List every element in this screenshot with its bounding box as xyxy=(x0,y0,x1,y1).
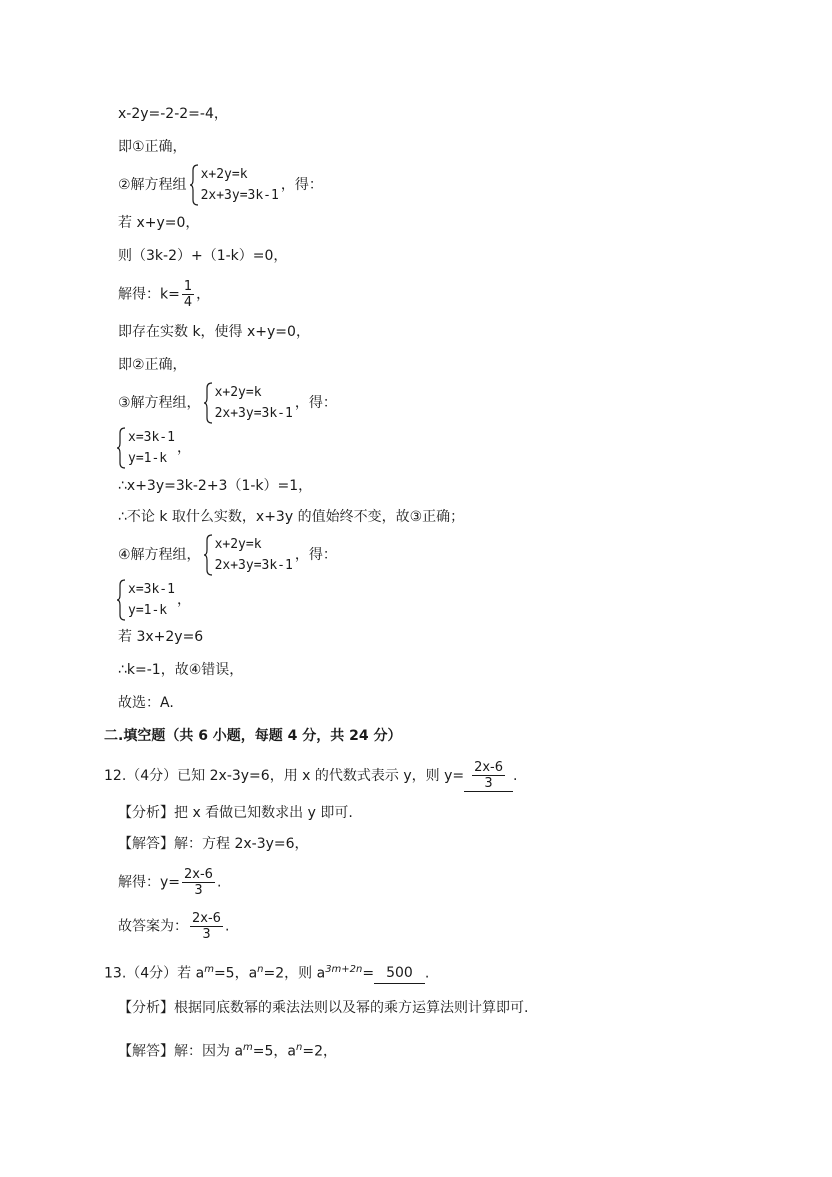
line-invariant xyxy=(118,507,464,527)
text: ，得： xyxy=(280,177,323,193)
text: ④解方程组， xyxy=(118,547,201,563)
text: 【分析】把 x 看做已知数求出 y 即可. xyxy=(118,805,353,821)
text: =2，则 a xyxy=(263,965,326,982)
text: 【解答】解：因为 a xyxy=(118,1043,244,1060)
text: 【解答】解：方程 2x-3y=6， xyxy=(118,836,309,852)
answer-blank xyxy=(464,760,513,792)
q12-answer xyxy=(118,911,229,942)
line-solution-3 xyxy=(114,427,191,469)
exponent: n xyxy=(257,964,264,975)
line-correct-2 xyxy=(118,355,187,375)
text: . xyxy=(224,918,230,935)
text: 二.填空题（共 6 小题，每题 4 分，共 24 分） xyxy=(104,728,402,744)
equation-system xyxy=(189,164,279,206)
left-brace-icon xyxy=(116,579,126,621)
equation-2: 2x+3y=3k-1 xyxy=(214,406,293,421)
fraction-2x-6-over-3 xyxy=(472,760,505,791)
exponent: m xyxy=(204,964,214,975)
text: . xyxy=(513,768,518,784)
equation-1: x+2y=k xyxy=(200,167,248,182)
solution-x: x=3k-1 xyxy=(128,430,175,445)
fraction-denominator: 3 xyxy=(202,927,211,942)
line-solved-k xyxy=(118,279,210,310)
exponent: n xyxy=(296,1042,303,1053)
equation-2: 2x+3y=3k-1 xyxy=(200,188,279,203)
solution-system xyxy=(116,427,175,469)
equation-2: 2x+3y=3k-1 xyxy=(214,558,293,573)
left-brace-icon xyxy=(203,382,213,424)
text: ∴x+3y=3k-2+3（1-k）=1， xyxy=(118,478,313,494)
fraction-numerator: 2x-6 xyxy=(192,911,221,926)
section-heading-fill-blank xyxy=(104,726,402,746)
text: 若 x+y=0， xyxy=(118,215,200,231)
solution-y: y=1-k xyxy=(128,603,168,618)
text: 若 3x+2y=6 xyxy=(118,629,204,645)
text: 即①正确， xyxy=(118,139,187,155)
fraction-2x-6-over-3 xyxy=(182,867,215,898)
text: 解得：y= xyxy=(118,874,181,891)
text: ③解方程组， xyxy=(118,395,201,411)
solution-x: x=3k-1 xyxy=(128,582,175,597)
answer-blank: 500 xyxy=(374,963,425,984)
q13-solution xyxy=(118,1038,337,1062)
fraction-numerator: 1 xyxy=(183,279,193,294)
line-x-minus-2y xyxy=(118,104,228,124)
line-solve-system-3 xyxy=(118,382,337,424)
text: ， xyxy=(196,286,211,303)
question-13 xyxy=(104,960,429,984)
text: 即存在实数 k，使得 x+y=0， xyxy=(118,324,310,340)
text: 解得：k= xyxy=(118,286,180,303)
solution-y: y=1-k xyxy=(128,451,168,466)
text: . xyxy=(424,965,430,982)
text: x-2y=-2-2=-4， xyxy=(118,106,228,122)
text: ，得： xyxy=(294,547,337,563)
text: 则（3k-2）+（1-k）=0， xyxy=(118,248,288,264)
line-if-x-plus-y xyxy=(118,213,199,233)
text: = xyxy=(362,965,375,982)
text: ∴k=-1，故④错误， xyxy=(118,662,244,678)
text: 13.（4分）若 a xyxy=(104,965,205,982)
line-therefore-x3y xyxy=(118,476,312,496)
line-solve-system-2 xyxy=(118,164,323,206)
solution-system xyxy=(116,579,175,621)
line-exists-k xyxy=(118,322,310,342)
text: 故答案为： xyxy=(118,918,188,935)
line-solution-4 xyxy=(114,579,191,621)
fraction-numerator: 2x-6 xyxy=(184,867,213,882)
q13-analysis xyxy=(118,998,528,1018)
line-k-minus-1 xyxy=(118,660,243,680)
text: 即②正确， xyxy=(118,357,187,373)
fraction-denominator: 3 xyxy=(484,776,493,791)
text: =5，a xyxy=(252,1043,296,1060)
left-brace-icon xyxy=(203,534,213,576)
fraction-denominator: 4 xyxy=(183,295,193,310)
line-then xyxy=(118,246,287,266)
line-if-3x2y xyxy=(118,627,203,647)
equation-1: x+2y=k xyxy=(214,385,262,400)
line-solve-system-4 xyxy=(118,534,337,576)
left-brace-icon xyxy=(116,427,126,469)
fraction-numerator: 2x-6 xyxy=(474,760,504,775)
left-brace-icon xyxy=(189,164,199,206)
text: ，得： xyxy=(294,395,337,411)
text: ②解方程组 xyxy=(118,177,187,193)
text: =2， xyxy=(302,1043,337,1060)
equation-1: x+2y=k xyxy=(214,537,262,552)
text: 故选：A. xyxy=(118,695,174,711)
fraction-one-quarter xyxy=(182,279,194,310)
fraction-2x-6-over-3 xyxy=(190,911,223,942)
fraction-denominator: 3 xyxy=(194,883,203,898)
question-12 xyxy=(104,760,517,792)
line-correct-1 xyxy=(118,137,187,157)
q12-analysis xyxy=(118,803,353,823)
text: 12.（4分）已知 2x-3y=6，用 x 的代数式表示 y，则 y= xyxy=(104,768,465,784)
q12-solved xyxy=(118,867,221,898)
text: ， xyxy=(176,592,191,608)
text: =5，a xyxy=(213,965,258,982)
line-choice-a xyxy=(118,693,174,713)
exponent: m xyxy=(243,1042,253,1053)
text: ∴不论 k 取什么实数，x+3y 的值始终不变，故③正确； xyxy=(118,509,465,525)
q12-solution xyxy=(118,834,309,854)
text: . xyxy=(216,874,222,891)
text: 【分析】根据同底数幂的乘法法则以及幂的乘方运算法则计算即可. xyxy=(118,1000,529,1016)
exponent: 3m+2n xyxy=(325,964,363,975)
text: ， xyxy=(176,440,191,456)
equation-system xyxy=(203,534,293,576)
equation-system xyxy=(203,382,293,424)
